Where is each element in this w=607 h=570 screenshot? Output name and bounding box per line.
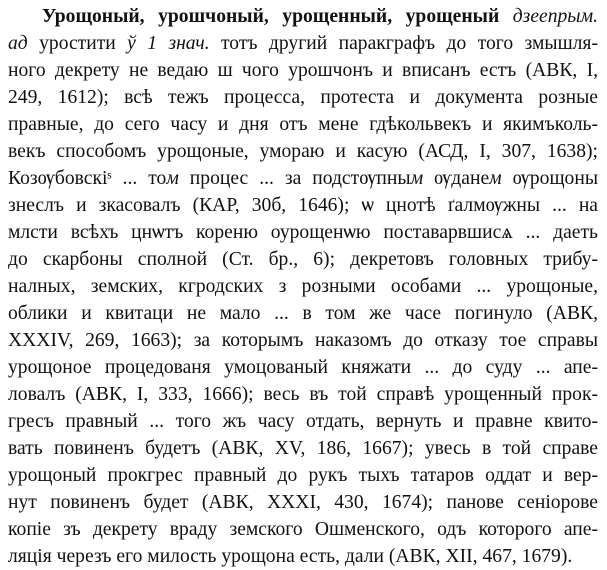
entry-text-line <box>8 165 598 192</box>
text-segment: налных, земских, кгродских з розными особами ... урощоные, <box>8 276 598 297</box>
entry-text-line <box>8 192 598 219</box>
italic-text: м <box>489 168 502 189</box>
entry-text-line <box>8 111 598 138</box>
text-segment: урощоное процедованя умоцованый княжати ... до суду ... апе- <box>8 357 598 378</box>
text-segment: облики и квитаци не мало ... в том же часе погинуло (АВК, <box>8 303 598 324</box>
entry-text-line <box>8 381 598 408</box>
italic-text: дзеепрым. <box>512 6 598 27</box>
entry-headline <box>8 3 598 30</box>
entry-text-line <box>8 462 598 489</box>
text-segment: XXXIV, 269, 1663); за которымъ наказомъ до отказу тое справы <box>8 330 598 351</box>
entry-text-line <box>8 219 598 246</box>
text-segment: знеслъ и зкасовалъ (КАР, 30б, 1646); ѡ цнотѣ ґалмѹжны ... на <box>8 195 598 216</box>
text-segment: млсти всѣхъ цнѡтъ кореню оурощенѡю поставарвшисѧ ... даеть <box>8 222 598 243</box>
text-segment: урощоный прокгрес правный до рукъ тыхъ татаров оддат и вер- <box>8 465 598 486</box>
text-segment: нут повиненъ будет (АВК, XXXI, 430, 1674); панове сеніорове <box>8 492 598 513</box>
entry-text-line <box>8 57 598 84</box>
entry-text-line <box>8 543 598 570</box>
text-segment: ѹдане <box>423 168 490 189</box>
text-segment: ловалъ (АВК, I, 333, 1666); весь въ той справѣ урощенный прок- <box>8 384 598 405</box>
entry-text-line <box>8 273 598 300</box>
entry-text-line <box>8 408 598 435</box>
text-segment: уростити <box>27 33 128 54</box>
entry-text-line <box>8 489 598 516</box>
entry-text-line <box>8 84 598 111</box>
text-segment: копіе зъ декрету враду земского Ошменского, одъ которого апе- <box>8 519 598 540</box>
italic-text: м <box>410 168 424 189</box>
italic-text: ў 1 знач. <box>127 33 210 54</box>
text-segment: тотъ другий паракграфъ до того змышля- <box>209 33 598 54</box>
entry-text-line <box>8 516 598 543</box>
text-segment: гресъ правный ... того жъ часу отдать, вернуть и правне квито- <box>8 411 598 432</box>
italic-text: ад <box>8 33 28 54</box>
entry-text-line <box>8 138 598 165</box>
entry-text-line <box>8 30 598 57</box>
text-segment: до скарбоны сполной (Ст. бр., 6); декретовъ головных трибу- <box>8 249 598 270</box>
headword: Урощоный, урошчоный, урощенный, урощеный <box>42 6 500 27</box>
text-segment: векъ способомъ урощоные, умораю и касую (АСД, I, 307, 1638); <box>8 141 598 162</box>
entry-text-line <box>8 300 598 327</box>
text-segment: Козѹбовскiˢ ... то <box>8 168 167 189</box>
text-segment <box>499 6 513 27</box>
text-segment: процес ... за подстѹпны <box>178 168 411 189</box>
text-segment: ляція черезъ его милость урощона есть, дали (АВК, XII, 467, 1679). <box>8 546 573 567</box>
entry-text-line <box>8 246 598 273</box>
text-segment: 249, 1612); всѣ тежъ процесса, протеста и документа розные <box>8 87 598 108</box>
entry-text-line <box>8 327 598 354</box>
text-segment: ѹрощоны <box>501 168 598 189</box>
italic-text: м <box>166 168 179 189</box>
text-segment: правные, до сего часу и дня отъ мене гдѣкольвекъ и якимъколь- <box>8 114 598 135</box>
text-segment: ного декрету не ведаю ш чого урошчонъ и вписанъ естъ (АВК, I, <box>8 60 598 81</box>
entry-text-line <box>8 435 598 462</box>
entry-text-line <box>8 354 598 381</box>
text-segment: вать повиненъ будетъ (АВК, XV, 186, 1667); увесь в той справе <box>8 438 598 459</box>
